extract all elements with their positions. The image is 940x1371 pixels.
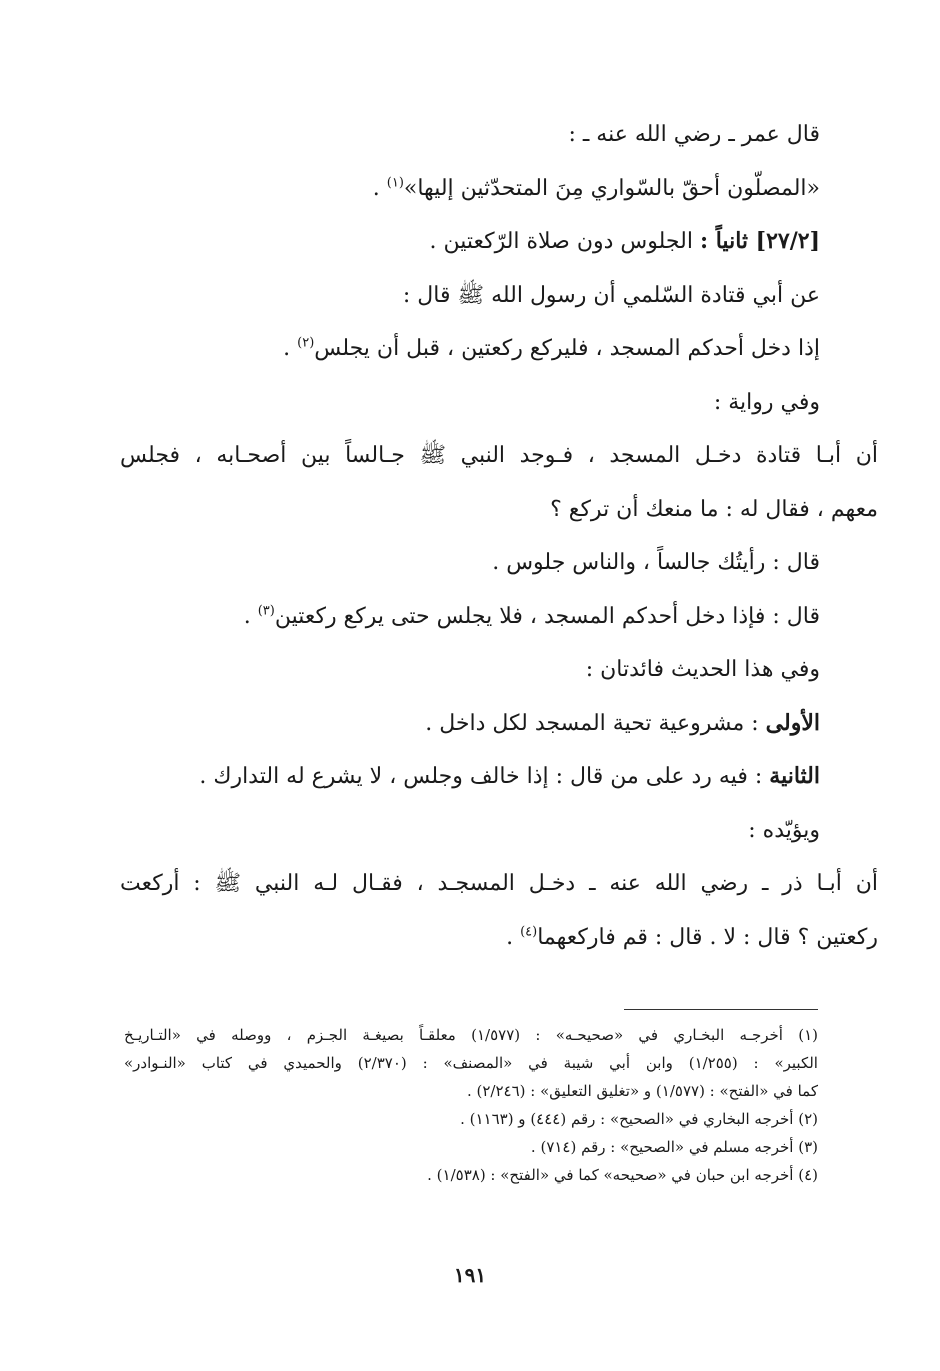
punctuation: . bbox=[243, 603, 258, 629]
section-title: الجلوس دون صلاة الرّكعتين . bbox=[429, 229, 700, 254]
footnote-1-cont: الكبير» : (١/٢٥٥) وابن أبي شيبة في «المصنف» : (٢/٣٧٠) والحميدي في كتاب «النـوادر» bbox=[124, 1054, 818, 1072]
footnote-ref-2: (٢) bbox=[297, 335, 315, 351]
hadith-line bbox=[120, 911, 878, 965]
benefit-label: الثانية bbox=[769, 763, 820, 789]
text-line: وفي رواية : bbox=[713, 389, 820, 415]
quote-text: «المصلّون أحقّ بالسّواري مِنَ المتحدّثين إليها» bbox=[403, 175, 820, 201]
punctuation: . bbox=[506, 924, 521, 950]
hadith-text: قال : فإذا دخل أحدكم المسجد ، فلا يجلس حتى يركع ركعتين bbox=[274, 603, 820, 629]
footnotes bbox=[124, 1021, 818, 1189]
page-number: ١٩١ bbox=[453, 1263, 487, 1287]
hadith-text: ركعتين ؟ قال : لا . قال : قم فاركعهما bbox=[537, 924, 878, 950]
section-number: [٢٧/٢] ثانياً : bbox=[699, 228, 820, 254]
text-line: قال : رأيتُك جالساً ، والناس جلوس . bbox=[492, 550, 820, 575]
footnote-1: (١) أخرجـه البخـاري في «صحيحـه» : (١/٥٧٧) معلقـاً بصيغـة الجـزم ، ووصله في «التـاريـخ bbox=[124, 1026, 818, 1044]
benefit-text: : فيه رد على من قال : إذا خالف وجلس ، لا يشرع له التدارك . bbox=[199, 764, 770, 789]
benefit-line bbox=[120, 697, 820, 751]
section-heading bbox=[120, 215, 820, 269]
hadith-line bbox=[120, 590, 820, 644]
punctuation: . bbox=[372, 175, 387, 201]
quote-line bbox=[120, 162, 820, 216]
footnote-ref-1: (١) bbox=[386, 175, 404, 191]
text-line: أن أبـا قتادة دخـل المسجد ، فـوجد النبي ﷺ جـالساً بين أصحـابه ، فجلس bbox=[120, 443, 878, 468]
hadith-line bbox=[120, 322, 820, 376]
footnote-2: (٢) أخرجه البخاري في «الصحيح» : رقم (٤٤٤) و (١١٦٣) . bbox=[460, 1110, 818, 1128]
footnote-4: (٤) أخرجه ابن حبان في «صحيحه» كما في «الفتح» : (١/٥٣٨) . bbox=[427, 1166, 818, 1184]
benefit-text: : مشروعية تحية المسجد لكل داخل . bbox=[425, 710, 766, 736]
footnote-1-cont: كما في «الفتح» : (١/٥٧٧) و «تغليق التعليق» : (٢/٢٤٦) . bbox=[466, 1082, 818, 1100]
benefit-label: الأولى bbox=[765, 709, 820, 736]
benefit-line bbox=[120, 750, 820, 804]
hadith-text: إذا دخل أحدكم المسجد ، فليركع ركعتين ، قبل أن يجلس bbox=[314, 336, 820, 361]
text-line: ويؤيّده : bbox=[748, 817, 820, 843]
text-line: معهم ، فقال له : ما منعك أن تركع ؟ bbox=[550, 496, 878, 522]
footnote-3: (٣) أخرجه مسلم في «الصحيح» : رقم (٧١٤) . bbox=[530, 1138, 818, 1156]
footnote-divider bbox=[624, 1009, 818, 1010]
punctuation: . bbox=[283, 336, 298, 361]
footnote-ref-3: (٣) bbox=[257, 603, 275, 619]
text-line: وفي هذا الحديث فائدتان : bbox=[585, 657, 820, 682]
text-line: قال عمر ـ رضي الله عنه ـ : bbox=[568, 122, 820, 147]
text-line: أن أبـا ذر ـ رضي الله عنه ـ دخـل المسجـد ، فقـال لـه النبي ﷺ : أركعت bbox=[120, 871, 878, 896]
text-line: عن أبي قتادة السّلمي أن رسول الله ﷺ قال : bbox=[402, 282, 820, 308]
footnote-ref-4: (٤) bbox=[520, 924, 538, 940]
main-text bbox=[120, 108, 878, 964]
